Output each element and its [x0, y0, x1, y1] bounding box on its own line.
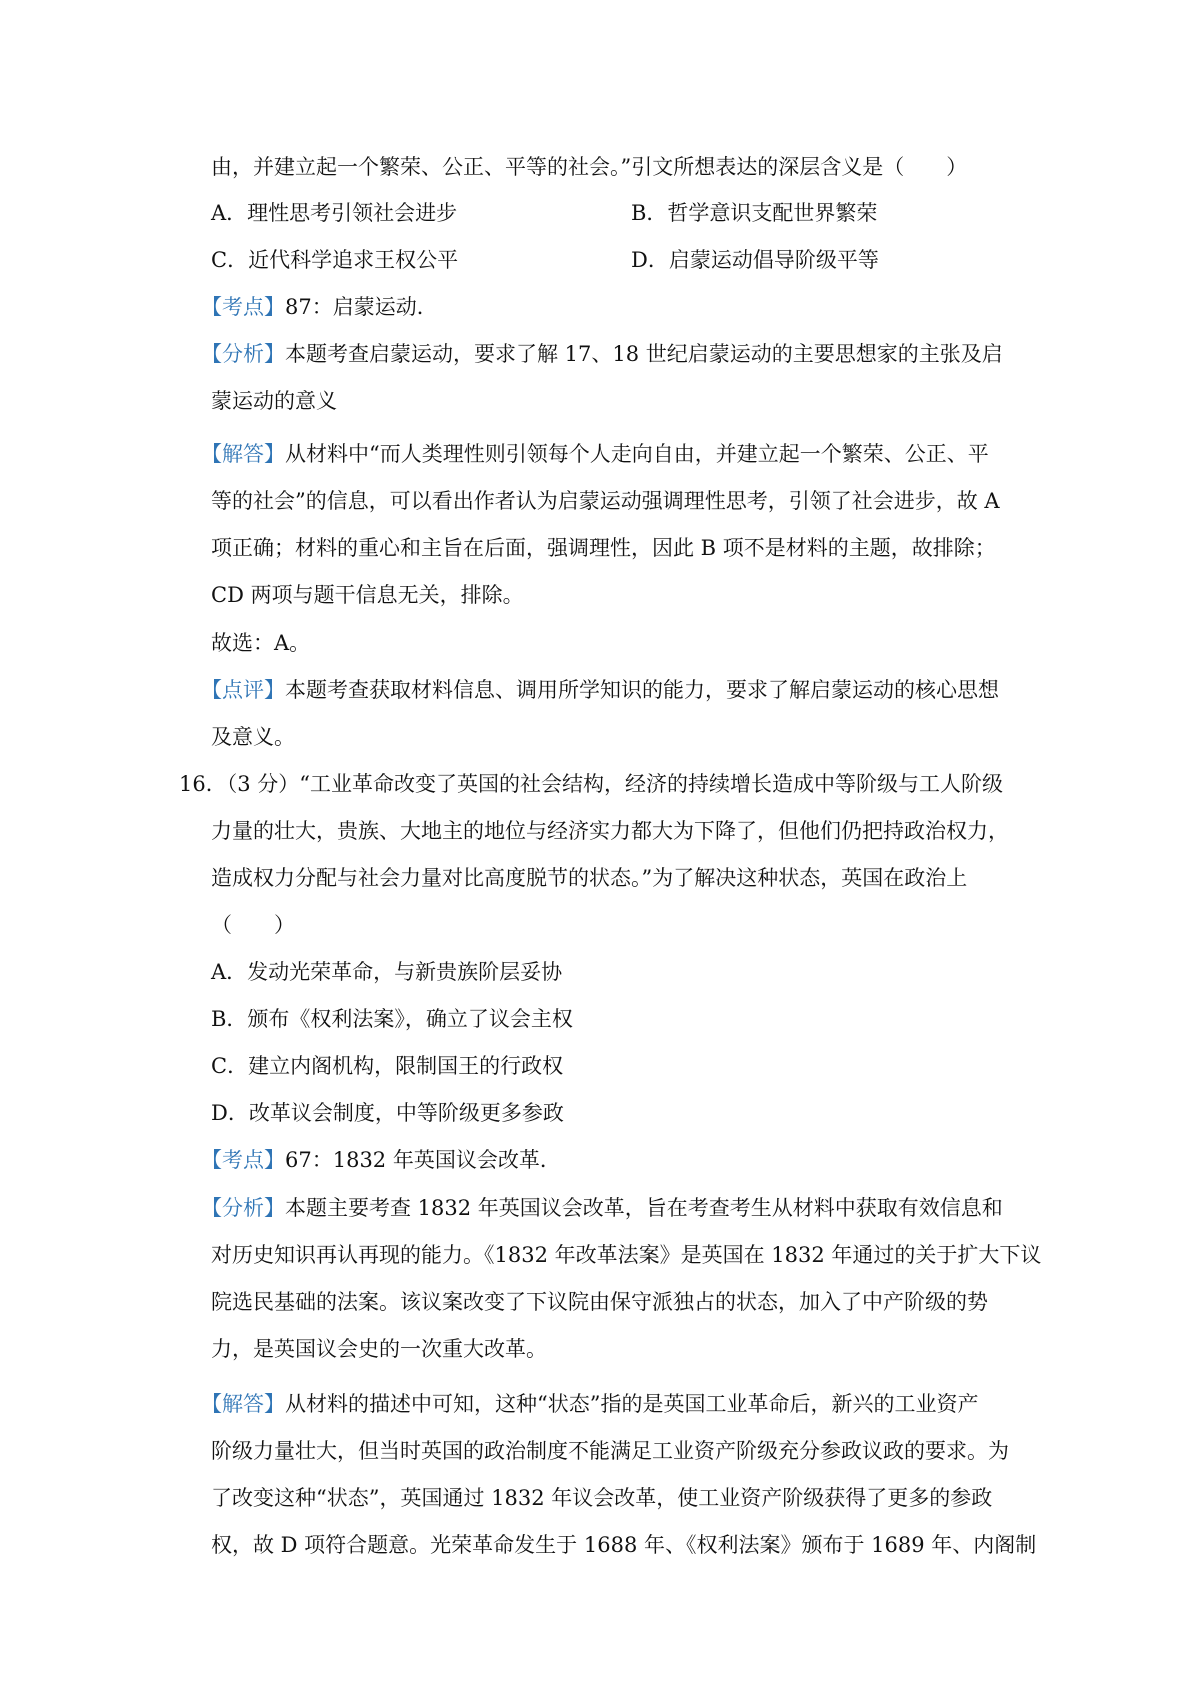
q16-fenxi — [201, 1193, 1021, 1223]
kaodian-label: 【考点】 — [201, 295, 285, 319]
q16-kaodian — [201, 1145, 1021, 1175]
q16-option-b: B．颁布《权利法案》，确立了议会主权 — [211, 1007, 573, 1031]
fenxi-line: 对历史知识再认再现的能力。《1832 年改革法案》是英国在 1832 年通过的关于扩大下议 — [211, 1243, 1042, 1267]
jieda-line: 权，故 D 项符合题意。光荣革命发生于 1688 年、《权利法案》颁布于 1689 年、内阁制 — [211, 1533, 1037, 1557]
q16-option-d: D．改革议会制度，中等阶级更多参政 — [211, 1101, 564, 1125]
jieda-line: 从材料的描述中可知，这种“状态”指的是英国工业革命后，新兴的工业资产 — [285, 1392, 979, 1416]
q16-option-a: A．发动光荣革命，与新贵族阶层妥协 — [211, 960, 563, 984]
q15-option-d: D．启蒙运动倡导阶级平等 — [631, 248, 879, 272]
q15-options-row-1 — [211, 198, 1031, 228]
jieda-line: 从材料中“而人类理性则引领每个人走向自由，并建立起一个繁荣、公正、平 — [285, 442, 989, 466]
q15-options-row-2 — [211, 245, 1031, 275]
dianping-line: 及意义。 — [211, 725, 295, 749]
q16-stem-line: 造成权力分配与社会力量对比高度脱节的状态。”为了解决这种状态，英国在政治上 — [211, 866, 968, 890]
q15-fenxi — [201, 339, 1021, 369]
kaodian-text: 67：1832 年英国议会改革． — [285, 1148, 561, 1172]
q15-answer: 故选：A。 — [211, 631, 311, 655]
jieda-label: 【解答】 — [201, 442, 285, 466]
q15-option-c: C．近代科学追求王权公平 — [211, 248, 459, 272]
jieda-line: 阶级力量壮大，但当时英国的政治制度不能满足工业资产阶级充分参政议政的要求。为 — [211, 1439, 1009, 1463]
q16-number: 16． — [179, 772, 227, 796]
q16-option-c: C．建立内阁机构，限制国王的行政权 — [211, 1054, 564, 1078]
kaodian-label: 【考点】 — [201, 1148, 285, 1172]
dianping-label: 【点评】 — [201, 678, 285, 702]
jieda-line: 等的社会”的信息，可以看出作者认为启蒙运动强调理性思考，引领了社会进步，故 A — [211, 489, 1000, 513]
fenxi-label: 【分析】 — [201, 342, 285, 366]
fenxi-line: 院选民基础的法案。该议案改变了下议院由保守派独占的状态，加入了中产阶级的势 — [211, 1290, 988, 1314]
q16-jieda — [201, 1389, 1021, 1419]
q16-stem-first — [179, 769, 1004, 799]
jieda-label: 【解答】 — [201, 1392, 285, 1416]
q15-jieda — [201, 439, 1021, 469]
q15-option-b: B．哲学意识支配世界繁荣 — [631, 201, 878, 225]
q15-stem-tail: 由，并建立起一个繁荣、公正、平等的社会。”引文所想表达的深层含义是（ ） — [211, 155, 968, 179]
q15-dianping — [201, 675, 1021, 705]
q15-kaodian — [201, 292, 1021, 322]
q15-option-a: A．理性思考引领社会进步 — [211, 201, 458, 225]
fenxi-line: 本题考查启蒙运动，要求了解 17、18 世纪启蒙运动的主要思想家的主张及启 — [285, 342, 1003, 366]
fenxi-line: 蒙运动的意义 — [211, 389, 337, 413]
fenxi-line: 力，是英国议会史的一次重大改革。 — [211, 1337, 547, 1361]
q16-stem-line: 力量的壮大，贵族、大地主的地位与经济实力都大为下降了，但他们仍把持政治权力， — [211, 819, 1009, 843]
q16-stem-line: （ ） — [211, 913, 295, 937]
jieda-line: 项正确；材料的重心和主旨在后面，强调理性，因此 B 项不是材料的主题，故排除； — [211, 536, 996, 560]
fenxi-label: 【分析】 — [201, 1196, 285, 1220]
fenxi-line: 本题主要考查 1832 年英国议会改革，旨在考查考生从材料中获取有效信息和 — [285, 1196, 1003, 1220]
jieda-line: CD 两项与题干信息无关，排除。 — [211, 583, 524, 607]
q16-stem-line: （3 分）“工业革命改变了英国的社会结构，经济的持续增长造成中等阶级与工人阶级 — [226, 772, 1004, 796]
dianping-line: 本题考查获取材料信息、调用所学知识的能力，要求了解启蒙运动的核心思想 — [285, 678, 999, 702]
kaodian-text: 87：启蒙运动． — [285, 295, 438, 319]
jieda-line: 了改变这种“状态”，英国通过 1832 年议会改革，使工业资产阶级获得了更多的参政 — [211, 1486, 993, 1510]
